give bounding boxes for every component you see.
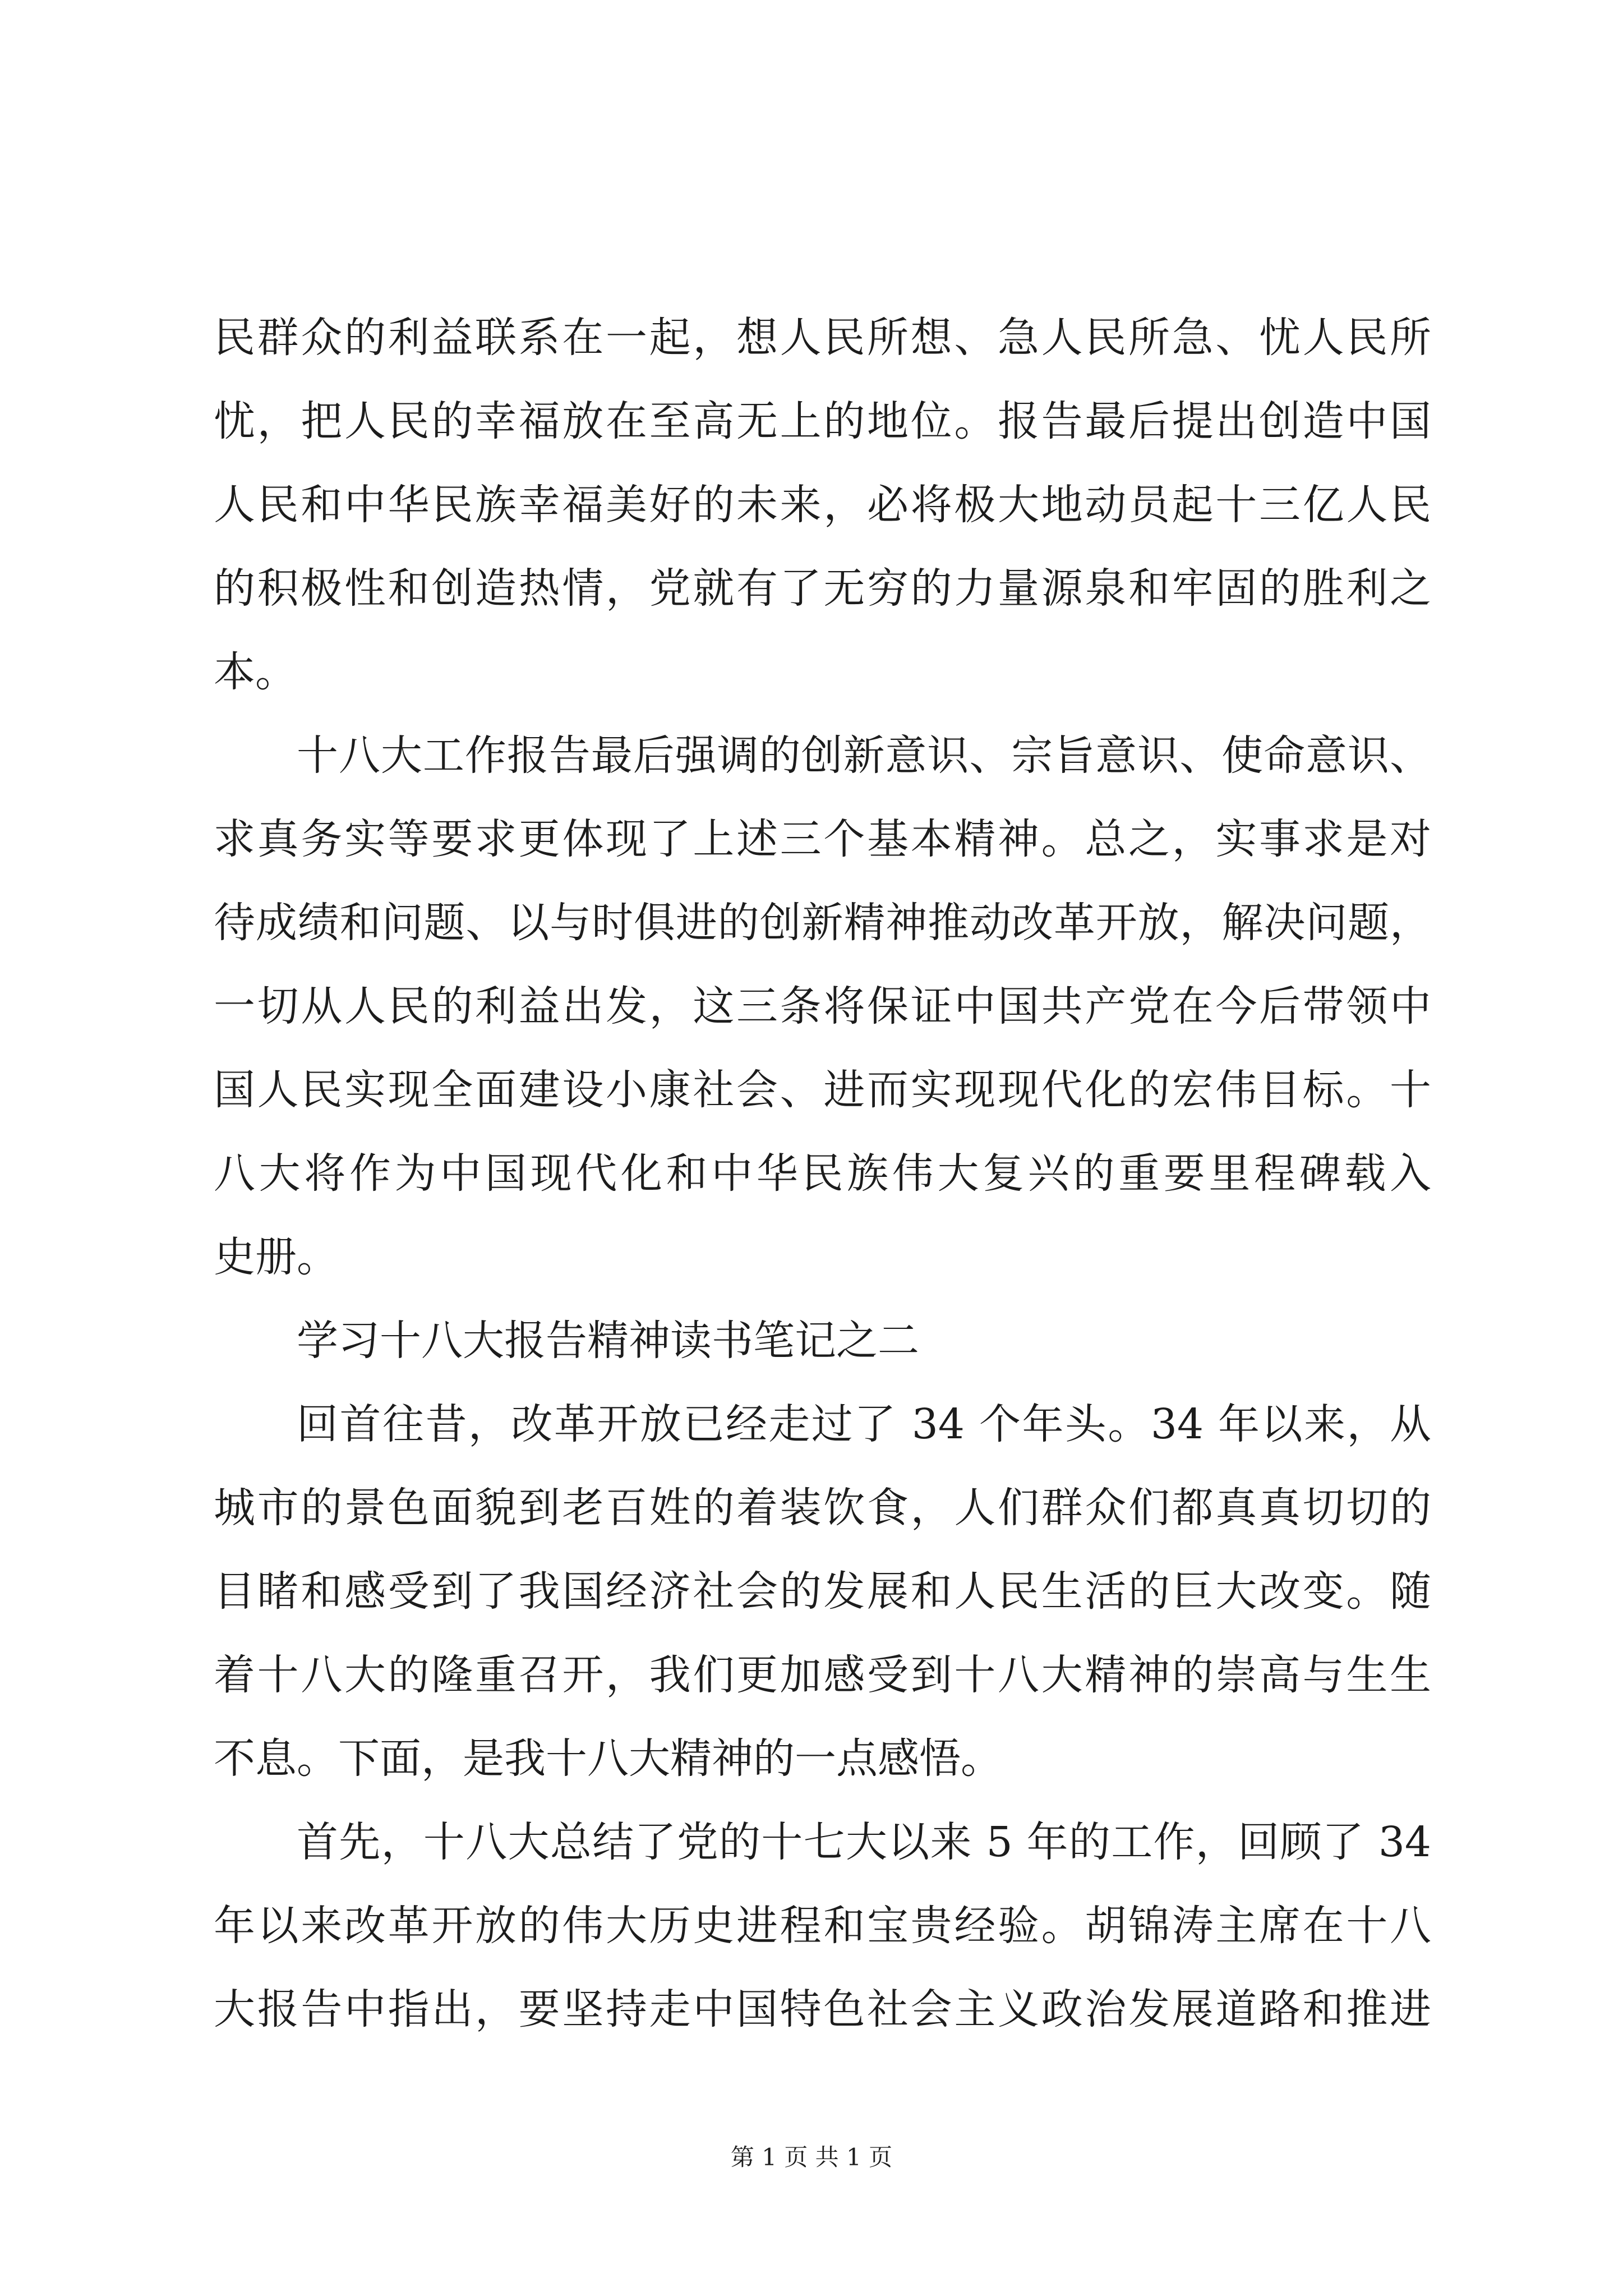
section-heading <box>214 1299 1431 1383</box>
text-line: 不息。下面，是我十八大精神的一点感悟。 <box>214 1734 1002 1783</box>
text-line: 着十八大的隆重召开，我们更加感受到十八大精神的崇高与生生 <box>214 1651 1431 1699</box>
text-line: 年以来改革开放的伟大历史进程和宝贵经验。胡锦涛主席在十八 <box>214 1902 1431 1950</box>
page-footer: 第 1 页 共 1 页 <box>730 2143 893 2171</box>
paragraph <box>214 296 1431 714</box>
text-line: 本。 <box>214 648 297 696</box>
text-line: 民群众的利益联系在一起，想人民所想、急人民所急、忧人民所 <box>214 314 1431 362</box>
text-line: 首先，十八大总结了党的十七大以来 5 年的工作，回顾了 34 <box>297 1818 1431 1866</box>
paragraph <box>214 1383 1431 1801</box>
text-line: 的积极性和创造热情，党就有了无穷的力量源泉和牢固的胜利之 <box>214 564 1431 613</box>
text-line: 求真务实等要求更体现了上述三个基本精神。总之，实事求是对 <box>214 815 1431 863</box>
text-line: 史册。 <box>214 1233 338 1281</box>
text-line: 目睹和感受到了我国经济社会的发展和人民生活的巨大改变。随 <box>214 1567 1431 1616</box>
paragraph <box>214 714 1431 1299</box>
text-line: 城市的景色面貌到老百姓的着装饮食，人们群众们都真真切切的 <box>214 1484 1431 1532</box>
text-line: 十八大工作报告最后强调的创新意识、宗旨意识、使命意识、 <box>297 731 1431 780</box>
text-line: 国人民实现全面建设小康社会、进而实现现代化的宏伟目标。十 <box>214 1066 1431 1114</box>
heading-text: 学习十八大报告精神读书笔记之二 <box>297 1317 919 1365</box>
text-line: 大报告中指出，要坚持走中国特色社会主义政治发展道路和推进 <box>214 1985 1431 2033</box>
paragraph <box>214 1801 1431 2051</box>
text-line: 一切从人民的利益出发，这三条将保证中国共产党在今后带领中 <box>214 982 1431 1030</box>
text-line: 待成绩和问题、以与时俱进的创新精神推动改革开放，解决问题， <box>214 899 1431 947</box>
document-body <box>214 296 1431 2051</box>
text-line: 人民和中华民族幸福美好的未来，必将极大地动员起十三亿人民 <box>214 481 1431 529</box>
text-line: 回首往昔，改革开放已经走过了 34 个年头。34 年以来，从 <box>297 1400 1431 1448</box>
text-line: 忧，把人民的幸福放在至高无上的地位。报告最后提出创造中国 <box>214 397 1431 445</box>
text-line: 八大将作为中国现代化和中华民族伟大复兴的重要里程碑载入 <box>214 1149 1431 1198</box>
